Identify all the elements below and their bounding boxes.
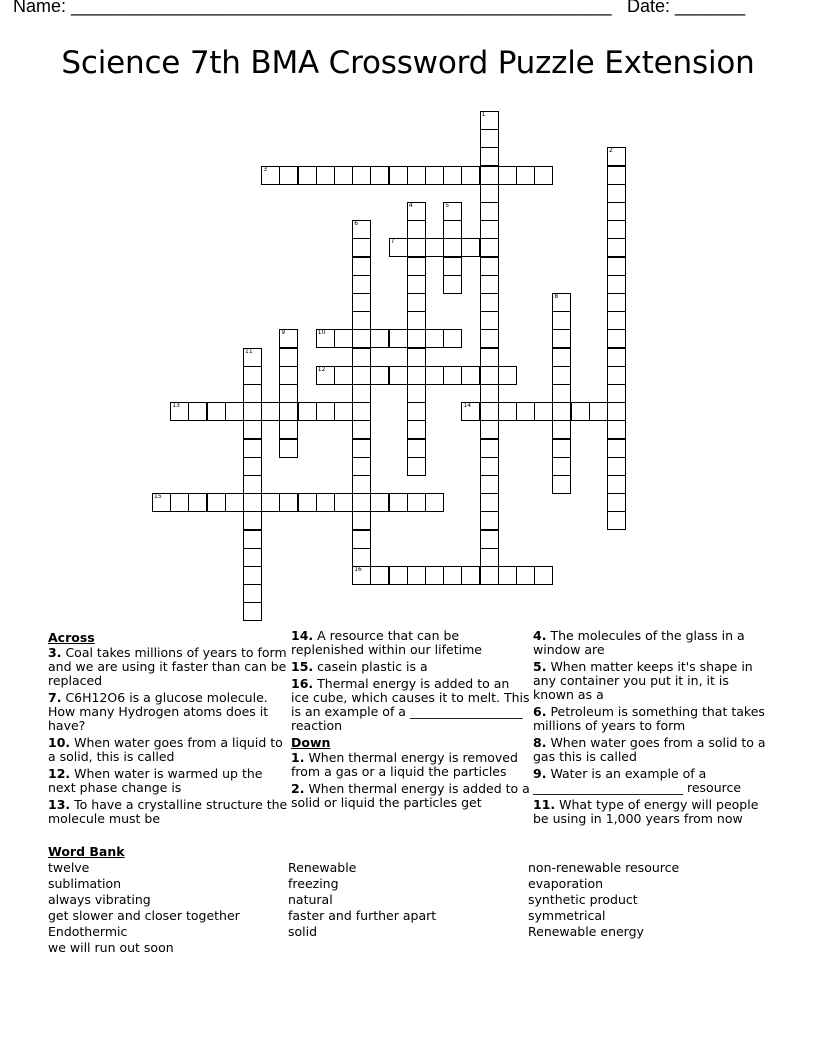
grid-cell[interactable]	[534, 402, 553, 421]
word-bank-column-1	[48, 860, 240, 956]
grid-cell[interactable]	[443, 366, 462, 385]
grid-cell[interactable]	[480, 548, 499, 567]
grid-cell[interactable]	[243, 348, 262, 367]
clue-across-13: 13. To have a crystalline structure the molecule must be	[48, 797, 288, 826]
grid-cell[interactable]	[279, 329, 298, 348]
word-bank-item: Renewable	[288, 860, 357, 875]
grid-cell[interactable]	[443, 238, 462, 257]
clues-column-3	[533, 629, 773, 829]
grid-cell[interactable]	[407, 275, 426, 294]
grid-cell[interactable]	[152, 493, 171, 512]
grid-cell[interactable]	[461, 238, 480, 257]
grid-cell[interactable]	[589, 402, 608, 421]
grid-cell[interactable]	[370, 166, 389, 185]
cell-number: 11	[245, 347, 253, 355]
name-line: Name: ______________________________________________________	[13, 0, 612, 16]
grid-cell[interactable]	[480, 293, 499, 312]
clue-down-11: 11. What type of energy will people be using in 1,000 years from now	[533, 797, 759, 826]
grid-cell[interactable]	[352, 493, 371, 512]
grid-cell[interactable]	[407, 220, 426, 239]
grid-cell[interactable]	[170, 402, 189, 421]
cell-number: 3	[263, 165, 268, 173]
grid-cell[interactable]	[279, 439, 298, 458]
grid-cell[interactable]	[552, 348, 571, 367]
grid-cell[interactable]	[279, 384, 298, 403]
grid-cell[interactable]	[316, 366, 335, 385]
word-bank-item: solid	[288, 924, 318, 939]
grid-cell[interactable]	[334, 493, 353, 512]
grid-cell[interactable]	[480, 129, 499, 148]
clue-across-14: 14. A resource that can be replenished within our lifetime	[291, 628, 482, 657]
grid-cell[interactable]	[298, 493, 317, 512]
grid-cell[interactable]	[407, 202, 426, 221]
grid-cell[interactable]	[498, 402, 517, 421]
clue-across-10: 10. When water goes from a liquid to a solid, this is called	[48, 735, 283, 764]
grid-cell[interactable]	[243, 457, 262, 476]
grid-cell[interactable]	[243, 566, 262, 585]
cell-number: 1	[481, 111, 486, 118]
clue-down-2: 2. When thermal energy is added to a solid or liquid the particles get	[291, 781, 530, 810]
grid-cell[interactable]	[425, 366, 444, 385]
grid-cell[interactable]	[334, 366, 353, 385]
grid-cell[interactable]	[352, 384, 371, 403]
grid-cell[interactable]	[279, 493, 298, 512]
clue-down-1: 1. When thermal energy is removed from a gas or a liquid the particles	[291, 750, 518, 779]
grid-cell[interactable]	[425, 566, 444, 585]
grid-cell[interactable]	[607, 511, 626, 530]
clue-down-9: 9. Water is an example of a ________________________ resource	[533, 766, 742, 795]
grid-cell[interactable]	[243, 420, 262, 439]
grid-cell[interactable]	[407, 402, 426, 421]
clues-column-2	[291, 629, 531, 813]
grid-cell[interactable]	[352, 311, 371, 330]
word-bank-item: always vibrating	[48, 892, 151, 907]
grid-cell[interactable]	[243, 602, 262, 621]
grid-cell[interactable]	[407, 311, 426, 330]
grid-cell[interactable]	[534, 166, 553, 185]
clues-column-1	[48, 629, 288, 829]
cell-number: 6	[354, 220, 359, 228]
grid-cell[interactable]	[316, 402, 335, 421]
grid-cell[interactable]	[243, 511, 262, 530]
grid-cell[interactable]	[552, 329, 571, 348]
grid-cell[interactable]	[443, 329, 462, 348]
word-bank-item: symmetrical	[528, 908, 606, 923]
down-heading: Down	[291, 735, 331, 750]
grid-cell[interactable]	[243, 530, 262, 549]
grid-cell[interactable]	[480, 257, 499, 276]
grid-cell[interactable]	[461, 166, 480, 185]
grid-cell[interactable]	[607, 147, 626, 166]
grid-cell[interactable]	[552, 311, 571, 330]
grid-cell[interactable]	[279, 420, 298, 439]
clue-down-8: 8. When water goes from a solid to a gas this is called	[533, 735, 766, 764]
grid-cell[interactable]	[461, 566, 480, 585]
grid-cell[interactable]	[498, 166, 517, 185]
grid-cell[interactable]	[607, 493, 626, 512]
clue-across-7: 7. C6H12O6 is a glucose molecule. How many Hydrogen atoms does it have?	[48, 690, 269, 733]
word-bank-item: sublimation	[48, 876, 122, 891]
grid-cell[interactable]	[370, 329, 389, 348]
grid-cell[interactable]	[352, 475, 371, 494]
grid-cell[interactable]	[480, 530, 499, 549]
cell-number: 5	[445, 202, 450, 209]
grid-cell[interactable]	[443, 275, 462, 294]
grid-cell[interactable]	[370, 566, 389, 585]
grid-cell[interactable]	[279, 366, 298, 385]
grid-cell[interactable]	[407, 439, 426, 458]
grid-cell[interactable]	[498, 366, 517, 385]
grid-cell[interactable]	[443, 202, 462, 221]
grid-cell[interactable]	[279, 348, 298, 367]
grid-cell[interactable]	[516, 566, 535, 585]
word-bank-item: we will run out soon	[48, 940, 174, 955]
cell-number: 12	[317, 365, 326, 373]
grid-cell[interactable]	[188, 402, 207, 421]
grid-cell[interactable]	[389, 566, 408, 585]
word-bank-item: freezing	[288, 876, 339, 891]
grid-cell[interactable]	[607, 348, 626, 367]
word-bank-item: get slower and closer together	[48, 908, 240, 923]
grid-cell[interactable]	[607, 402, 626, 421]
grid-cell[interactable]	[243, 384, 262, 403]
grid-cell[interactable]	[552, 293, 571, 312]
grid-cell[interactable]	[607, 457, 626, 476]
grid-cell[interactable]	[425, 493, 444, 512]
grid-cell[interactable]	[352, 566, 371, 585]
grid-cell[interactable]	[389, 493, 408, 512]
grid-cell[interactable]	[607, 311, 626, 330]
grid-cell[interactable]	[607, 220, 626, 239]
grid-cell[interactable]	[261, 402, 280, 421]
grid-cell[interactable]	[352, 420, 371, 439]
grid-cell[interactable]	[334, 166, 353, 185]
grid-cell[interactable]	[607, 275, 626, 294]
clue-across-3: 3. Coal takes millions of years to form and we are using it faster than can be replaced	[48, 645, 287, 688]
grid-cell[interactable]	[461, 402, 480, 421]
grid-cell[interactable]	[407, 493, 426, 512]
grid-cell[interactable]	[316, 166, 335, 185]
grid-cell[interactable]	[370, 493, 389, 512]
grid-cell[interactable]	[389, 166, 408, 185]
across-heading: Across	[48, 630, 95, 645]
cell-number: 2	[609, 147, 613, 155]
grid-cell[interactable]	[370, 366, 389, 385]
grid-cell[interactable]	[225, 402, 244, 421]
grid-cell[interactable]	[480, 511, 499, 530]
grid-cell[interactable]	[552, 475, 571, 494]
grid-cell[interactable]	[352, 257, 371, 276]
grid-cell[interactable]	[607, 384, 626, 403]
grid-cell[interactable]	[607, 293, 626, 312]
grid-cell[interactable]	[607, 202, 626, 221]
grid-cell[interactable]	[607, 420, 626, 439]
grid-cell[interactable]	[552, 402, 571, 421]
grid-cell[interactable]	[480, 111, 499, 130]
grid-cell[interactable]	[407, 257, 426, 276]
grid-cell[interactable]	[352, 402, 371, 421]
grid-cell[interactable]	[443, 566, 462, 585]
grid-cell[interactable]	[480, 202, 499, 221]
grid-cell[interactable]	[352, 511, 371, 530]
grid-cell[interactable]	[607, 329, 626, 348]
cell-number: 7	[390, 238, 395, 246]
grid-cell[interactable]	[443, 166, 462, 185]
grid-cell[interactable]	[407, 457, 426, 476]
grid-cell[interactable]	[334, 402, 353, 421]
clue-down-5: 5. When matter keeps it's shape in any container you put it in, it is known as a	[533, 659, 753, 702]
grid-cell[interactable]	[279, 402, 298, 421]
grid-cell[interactable]	[480, 384, 499, 403]
grid-cell[interactable]	[352, 548, 371, 567]
grid-cell[interactable]	[243, 366, 262, 385]
cell-number: 14	[463, 402, 472, 410]
grid-cell[interactable]	[425, 238, 444, 257]
grid-cell[interactable]	[407, 384, 426, 403]
grid-cell[interactable]	[352, 275, 371, 294]
grid-cell[interactable]	[607, 184, 626, 203]
word-bank-heading: Word Bank	[48, 844, 125, 859]
grid-cell[interactable]	[407, 329, 426, 348]
grid-cell[interactable]	[480, 184, 499, 203]
grid-cell[interactable]	[352, 293, 371, 312]
grid-cell[interactable]	[243, 584, 262, 603]
grid-cell[interactable]	[480, 475, 499, 494]
word-bank-item: evaporation	[528, 876, 604, 891]
grid-cell[interactable]	[480, 493, 499, 512]
grid-cell[interactable]	[480, 420, 499, 439]
grid-cell[interactable]	[207, 493, 226, 512]
grid-cell[interactable]	[552, 420, 571, 439]
grid-cell[interactable]	[298, 166, 317, 185]
word-bank-item: twelve	[48, 860, 90, 875]
grid-cell[interactable]	[480, 402, 499, 421]
grid-cell[interactable]	[498, 566, 517, 585]
grid-cell[interactable]	[261, 166, 280, 185]
grid-cell[interactable]	[480, 457, 499, 476]
grid-cell[interactable]	[443, 257, 462, 276]
grid-cell[interactable]	[480, 439, 499, 458]
grid-cell[interactable]	[425, 166, 444, 185]
grid-cell[interactable]	[243, 493, 262, 512]
grid-cell[interactable]	[425, 329, 444, 348]
cell-number: 16	[354, 566, 362, 573]
grid-cell[interactable]	[443, 220, 462, 239]
grid-cell[interactable]	[607, 238, 626, 257]
grid-cell[interactable]	[480, 566, 499, 585]
grid-cell[interactable]	[607, 475, 626, 494]
grid-cell[interactable]	[461, 366, 480, 385]
grid-cell[interactable]	[316, 493, 335, 512]
word-bank-item: natural	[288, 892, 333, 907]
grid-cell[interactable]	[552, 384, 571, 403]
grid-cell[interactable]	[516, 402, 535, 421]
grid-cell[interactable]	[352, 439, 371, 458]
grid-cell[interactable]	[389, 329, 408, 348]
clue-across-16: 16. Thermal energy is added to an ice cube, which causes it to melt. This is an example of a __________________ reaction	[291, 676, 530, 733]
grid-cell[interactable]	[480, 329, 499, 348]
grid-cell[interactable]	[480, 147, 499, 166]
grid-cell[interactable]	[352, 220, 371, 239]
grid-cell[interactable]	[407, 348, 426, 367]
grid-cell[interactable]	[552, 366, 571, 385]
grid-cell[interactable]	[352, 457, 371, 476]
grid-cell[interactable]	[243, 439, 262, 458]
word-bank-item: synthetic product	[528, 892, 638, 907]
grid-cell[interactable]	[607, 439, 626, 458]
grid-cell[interactable]	[334, 329, 353, 348]
grid-cell[interactable]	[243, 548, 262, 567]
word-bank-item: non-renewable resource	[528, 860, 680, 875]
word-bank-item: Endothermic	[48, 924, 128, 939]
grid-cell[interactable]	[480, 348, 499, 367]
grid-cell[interactable]	[607, 166, 626, 185]
grid-cell[interactable]	[480, 311, 499, 330]
cell-number: 10	[317, 329, 326, 337]
grid-cell[interactable]	[407, 293, 426, 312]
grid-cell[interactable]	[607, 257, 626, 276]
grid-cell[interactable]	[571, 402, 590, 421]
clue-down-4: 4. The molecules of the glass in a window are	[533, 628, 745, 657]
grid-cell[interactable]	[279, 166, 298, 185]
grid-cell[interactable]	[261, 493, 280, 512]
grid-cell[interactable]	[480, 220, 499, 239]
grid-cell[interactable]	[243, 402, 262, 421]
clue-across-12: 12. When water is warmed up the next phase change is	[48, 766, 263, 795]
grid-cell[interactable]	[298, 402, 317, 421]
grid-cell[interactable]	[516, 166, 535, 185]
grid-cell[interactable]	[389, 366, 408, 385]
cell-number: 8	[554, 293, 559, 300]
grid-cell[interactable]	[352, 530, 371, 549]
grid-cell[interactable]	[407, 420, 426, 439]
page-title: Science 7th BMA Crossword Puzzle Extension	[61, 45, 755, 81]
grid-cell[interactable]	[316, 329, 335, 348]
grid-cell[interactable]	[352, 166, 371, 185]
grid-cell[interactable]	[480, 238, 499, 257]
grid-cell[interactable]	[207, 402, 226, 421]
word-bank-item: faster and further apart	[288, 908, 437, 923]
date-line: Date: _______	[627, 0, 746, 16]
grid-cell[interactable]	[352, 348, 371, 367]
grid-cell[interactable]	[225, 493, 244, 512]
grid-cell[interactable]	[607, 366, 626, 385]
grid-cell[interactable]	[188, 493, 207, 512]
grid-cell[interactable]	[243, 475, 262, 494]
grid-cell[interactable]	[534, 566, 553, 585]
grid-cell[interactable]	[480, 366, 499, 385]
grid-cell[interactable]	[352, 238, 371, 257]
grid-cell[interactable]	[480, 166, 499, 185]
grid-cell[interactable]	[552, 457, 571, 476]
grid-cell[interactable]	[407, 366, 426, 385]
cell-number: 15	[154, 493, 162, 501]
word-bank-column-2	[288, 860, 436, 940]
grid-cell[interactable]	[407, 166, 426, 185]
cell-number: 13	[172, 402, 180, 410]
cell-number: 9	[281, 329, 286, 337]
cell-number: 4	[408, 202, 413, 209]
grid-cell[interactable]	[352, 366, 371, 385]
word-bank-column-3	[528, 860, 679, 940]
grid-cell[interactable]	[552, 439, 571, 458]
clue-across-15: 15. casein plastic is a	[291, 659, 428, 674]
grid-cell[interactable]	[389, 238, 408, 257]
grid-cell[interactable]	[407, 566, 426, 585]
grid-cell[interactable]	[407, 238, 426, 257]
word-bank-item: Renewable energy	[528, 924, 644, 939]
grid-cell[interactable]	[352, 329, 371, 348]
grid-cell[interactable]	[480, 275, 499, 294]
clue-down-6: 6. Petroleum is something that takes millions of years to form	[533, 704, 765, 733]
grid-cell[interactable]	[170, 493, 189, 512]
